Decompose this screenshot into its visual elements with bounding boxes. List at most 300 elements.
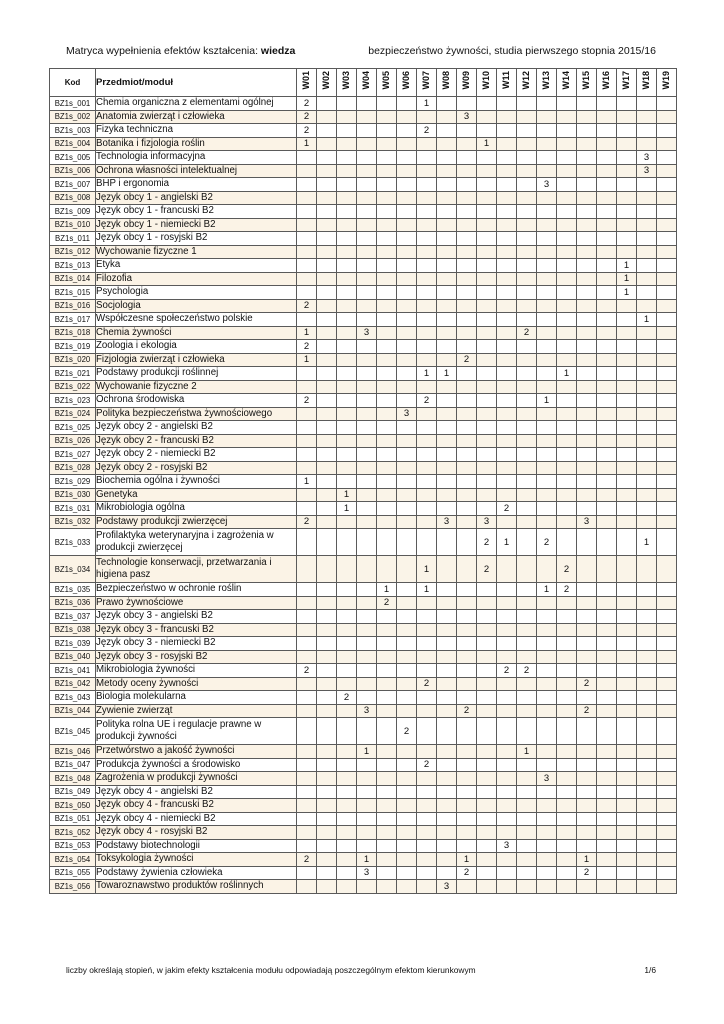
matrix-cell-w12	[517, 367, 537, 381]
matrix-cell-w02	[317, 191, 337, 205]
module-name: BHP i ergonomia	[96, 178, 297, 192]
matrix-cell-w17	[617, 637, 637, 651]
matrix-cell-w15	[577, 650, 597, 664]
matrix-cell-w14	[557, 461, 577, 475]
matrix-cell-w18	[637, 515, 657, 529]
matrix-cell-w02	[317, 205, 337, 219]
matrix-cell-w03	[337, 623, 357, 637]
matrix-cell-w19	[657, 718, 677, 745]
matrix-cell-w04	[357, 799, 377, 813]
matrix-cell-w18	[637, 394, 657, 408]
matrix-cell-w19	[657, 596, 677, 610]
matrix-cell-w11	[497, 704, 517, 718]
matrix-cell-w12	[517, 178, 537, 192]
matrix-cell-w19	[657, 421, 677, 435]
matrix-cell-w15	[577, 164, 597, 178]
matrix-cell-w05	[377, 853, 397, 867]
matrix-cell-w04: 3	[357, 866, 377, 880]
matrix-cell-w08	[437, 610, 457, 624]
matrix-cell-w10	[477, 461, 497, 475]
module-name: Psychologia	[96, 286, 297, 300]
matrix-cell-w07	[417, 718, 437, 745]
table-row	[50, 245, 677, 259]
matrix-cell-w17	[617, 380, 637, 394]
matrix-cell-w02	[317, 461, 337, 475]
matrix-cell-w09	[457, 664, 477, 678]
module-code: BZ1s_008	[50, 191, 96, 205]
module-name: Wychowanie fizyczne 1	[96, 245, 297, 259]
matrix-cell-w14	[557, 718, 577, 745]
matrix-cell-w12	[517, 259, 537, 273]
matrix-cell-w08	[437, 326, 457, 340]
matrix-cell-w02	[317, 556, 337, 583]
matrix-cell-w19	[657, 137, 677, 151]
module-code: BZ1s_043	[50, 691, 96, 705]
matrix-cell-w05	[377, 650, 397, 664]
matrix-cell-w11	[497, 772, 517, 786]
matrix-cell-w13	[537, 637, 557, 651]
matrix-cell-w08	[437, 866, 457, 880]
matrix-cell-w19	[657, 556, 677, 583]
matrix-cell-w14	[557, 448, 577, 462]
matrix-cell-w09	[457, 394, 477, 408]
matrix-cell-w04	[357, 380, 377, 394]
matrix-cell-w18	[637, 691, 657, 705]
matrix-cell-w17	[617, 218, 637, 232]
matrix-cell-w10	[477, 853, 497, 867]
matrix-cell-w16	[597, 218, 617, 232]
matrix-cell-w15	[577, 110, 597, 124]
matrix-cell-w10	[477, 380, 497, 394]
module-code: BZ1s_003	[50, 124, 96, 138]
matrix-cell-w11	[497, 394, 517, 408]
matrix-cell-w18	[637, 380, 657, 394]
matrix-cell-w01	[297, 461, 317, 475]
matrix-cell-w07	[417, 812, 437, 826]
matrix-cell-w08	[437, 259, 457, 273]
matrix-cell-w12	[517, 610, 537, 624]
matrix-cell-w04	[357, 218, 377, 232]
matrix-cell-w05	[377, 772, 397, 786]
module-name: Technologie konserwacji, przetwarzania i higiena pasz	[96, 556, 297, 583]
matrix-cell-w13	[537, 367, 557, 381]
matrix-cell-w04	[357, 839, 377, 853]
matrix-cell-w19	[657, 313, 677, 327]
module-name: Profilaktyka weterynaryjna i zagrożenia w produkcji zwierzęcej	[96, 529, 297, 556]
matrix-cell-w15	[577, 664, 597, 678]
table-row	[50, 151, 677, 165]
matrix-cell-w19	[657, 299, 677, 313]
matrix-cell-w07	[417, 502, 437, 516]
matrix-cell-w15	[577, 178, 597, 192]
column-header-label: W07	[421, 70, 431, 90]
module-code: BZ1s_051	[50, 812, 96, 826]
matrix-cell-w08	[437, 407, 457, 421]
matrix-cell-w09	[457, 461, 477, 475]
matrix-cell-w15	[577, 488, 597, 502]
matrix-cell-w12	[517, 461, 537, 475]
matrix-cell-w08	[437, 461, 457, 475]
matrix-cell-w02	[317, 421, 337, 435]
matrix-cell-w15	[577, 610, 597, 624]
matrix-cell-w12	[517, 286, 537, 300]
matrix-cell-w03	[337, 839, 357, 853]
matrix-cell-w13	[537, 448, 557, 462]
matrix-cell-w17	[617, 326, 637, 340]
matrix-cell-w03	[337, 596, 357, 610]
matrix-cell-w12	[517, 97, 537, 111]
matrix-cell-w12	[517, 475, 537, 489]
matrix-cell-w13	[537, 299, 557, 313]
matrix-cell-w06	[397, 367, 417, 381]
matrix-cell-w13	[537, 677, 557, 691]
matrix-cell-w04	[357, 367, 377, 381]
matrix-cell-w17	[617, 367, 637, 381]
matrix-cell-w02	[317, 353, 337, 367]
matrix-cell-w05	[377, 380, 397, 394]
matrix-cell-w06	[397, 299, 417, 313]
matrix-cell-w10	[477, 623, 497, 637]
matrix-cell-w05	[377, 785, 397, 799]
matrix-cell-w08	[437, 637, 457, 651]
module-name: Fizyka techniczna	[96, 124, 297, 138]
matrix-cell-w11	[497, 677, 517, 691]
matrix-cell-w07	[417, 745, 437, 759]
table-row	[50, 272, 677, 286]
matrix-cell-w06	[397, 772, 417, 786]
matrix-cell-w11	[497, 367, 517, 381]
matrix-cell-w14	[557, 664, 577, 678]
matrix-cell-w19	[657, 394, 677, 408]
matrix-cell-w16	[597, 353, 617, 367]
matrix-cell-w02	[317, 664, 337, 678]
module-name: Podstawy produkcji zwierzęcej	[96, 515, 297, 529]
matrix-cell-w11	[497, 475, 517, 489]
module-code: BZ1s_042	[50, 677, 96, 691]
matrix-cell-w13	[537, 151, 557, 165]
column-header-w19	[657, 69, 677, 97]
matrix-cell-w16	[597, 799, 617, 813]
matrix-cell-w14	[557, 299, 577, 313]
matrix-cell-w14	[557, 272, 577, 286]
module-code: BZ1s_035	[50, 583, 96, 597]
matrix-cell-w17	[617, 583, 637, 597]
matrix-cell-w10	[477, 164, 497, 178]
matrix-cell-w18	[637, 799, 657, 813]
matrix-cell-w01: 2	[297, 110, 317, 124]
matrix-cell-w17	[617, 353, 637, 367]
matrix-cell-w17	[617, 232, 637, 246]
matrix-cell-w10	[477, 596, 497, 610]
matrix-cell-w15	[577, 151, 597, 165]
matrix-cell-w18	[637, 124, 657, 138]
matrix-cell-w12	[517, 353, 537, 367]
matrix-cell-w07	[417, 205, 437, 219]
matrix-cell-w12	[517, 137, 537, 151]
matrix-cell-w01	[297, 448, 317, 462]
matrix-cell-w09	[457, 515, 477, 529]
matrix-cell-w03	[337, 866, 357, 880]
matrix-cell-w04	[357, 880, 377, 894]
matrix-cell-w10	[477, 340, 497, 354]
matrix-cell-w13: 1	[537, 394, 557, 408]
matrix-cell-w15	[577, 313, 597, 327]
matrix-cell-w11	[497, 866, 517, 880]
matrix-cell-w18	[637, 272, 657, 286]
module-code: BZ1s_038	[50, 623, 96, 637]
module-name: Mikrobiologia ogólna	[96, 502, 297, 516]
module-code: BZ1s_022	[50, 380, 96, 394]
matrix-cell-w08	[437, 299, 457, 313]
matrix-cell-w03	[337, 394, 357, 408]
matrix-cell-w08	[437, 772, 457, 786]
matrix-cell-w03	[337, 758, 357, 772]
matrix-cell-w11	[497, 286, 517, 300]
matrix-cell-w05	[377, 178, 397, 192]
table-row	[50, 785, 677, 799]
matrix-cell-w11	[497, 556, 517, 583]
matrix-cell-w10	[477, 205, 497, 219]
module-name: Chemia organiczna z elementami ogólnej	[96, 97, 297, 111]
matrix-cell-w15	[577, 839, 597, 853]
matrix-cell-w18	[637, 326, 657, 340]
matrix-cell-w15	[577, 529, 597, 556]
matrix-cell-w03	[337, 353, 357, 367]
matrix-cell-w05	[377, 124, 397, 138]
matrix-cell-w11	[497, 461, 517, 475]
matrix-cell-w15	[577, 772, 597, 786]
matrix-cell-w16	[597, 259, 617, 273]
column-header-label: W09	[461, 70, 471, 90]
matrix-cell-w07	[417, 596, 437, 610]
matrix-cell-w17	[617, 205, 637, 219]
column-header-w03	[337, 69, 357, 97]
matrix-cell-w12	[517, 394, 537, 408]
matrix-cell-w18	[637, 758, 657, 772]
matrix-cell-w19	[657, 178, 677, 192]
title-emphasis: wiedza	[260, 45, 296, 57]
column-header-w14	[557, 69, 577, 97]
table-row	[50, 178, 677, 192]
matrix-cell-w05	[377, 218, 397, 232]
matrix-cell-w14	[557, 178, 577, 192]
matrix-cell-w04: 1	[357, 745, 377, 759]
matrix-cell-w10	[477, 394, 497, 408]
matrix-cell-w08	[437, 718, 457, 745]
matrix-cell-w03	[337, 259, 357, 273]
matrix-cell-w14	[557, 232, 577, 246]
matrix-cell-w16	[597, 556, 617, 583]
matrix-cell-w13	[537, 421, 557, 435]
matrix-cell-w08	[437, 745, 457, 759]
matrix-cell-w17	[617, 839, 637, 853]
module-code: BZ1s_034	[50, 556, 96, 583]
matrix-cell-w03	[337, 367, 357, 381]
table-row	[50, 475, 677, 489]
matrix-cell-w10	[477, 353, 497, 367]
matrix-cell-w07: 2	[417, 124, 437, 138]
matrix-cell-w13	[537, 461, 557, 475]
matrix-cell-w09	[457, 880, 477, 894]
matrix-cell-w06	[397, 853, 417, 867]
matrix-cell-w18	[637, 137, 657, 151]
matrix-cell-w10	[477, 826, 497, 840]
matrix-cell-w11	[497, 691, 517, 705]
table-row	[50, 664, 677, 678]
matrix-cell-w15	[577, 259, 597, 273]
matrix-cell-w11	[497, 448, 517, 462]
matrix-cell-w02	[317, 380, 337, 394]
matrix-cell-w16	[597, 623, 617, 637]
matrix-cell-w13	[537, 799, 557, 813]
matrix-cell-w16	[597, 151, 617, 165]
table-body	[50, 97, 677, 894]
matrix-cell-w06	[397, 691, 417, 705]
matrix-cell-w17	[617, 407, 637, 421]
matrix-cell-w04: 3	[357, 704, 377, 718]
matrix-cell-w02	[317, 97, 337, 111]
module-code: BZ1s_039	[50, 637, 96, 651]
matrix-cell-w01	[297, 610, 317, 624]
module-code: BZ1s_045	[50, 718, 96, 745]
matrix-cell-w06	[397, 178, 417, 192]
matrix-cell-w19	[657, 286, 677, 300]
matrix-cell-w06	[397, 259, 417, 273]
matrix-cell-w03	[337, 313, 357, 327]
matrix-cell-w11	[497, 650, 517, 664]
matrix-cell-w19	[657, 380, 677, 394]
table-row	[50, 286, 677, 300]
table-row	[50, 340, 677, 354]
module-code: BZ1s_007	[50, 178, 96, 192]
column-header-label: W17	[621, 70, 631, 90]
module-code: BZ1s_030	[50, 488, 96, 502]
matrix-cell-w08: 3	[437, 880, 457, 894]
matrix-cell-w10: 3	[477, 515, 497, 529]
matrix-cell-w03	[337, 340, 357, 354]
module-name: Zagrożenia w produkcji żywności	[96, 772, 297, 786]
matrix-cell-w15	[577, 340, 597, 354]
matrix-cell-w18	[637, 623, 657, 637]
matrix-cell-w05	[377, 677, 397, 691]
matrix-cell-w04	[357, 556, 377, 583]
matrix-cell-w05	[377, 502, 397, 516]
module-name: Chemia żywności	[96, 326, 297, 340]
column-header-w06	[397, 69, 417, 97]
table-row	[50, 866, 677, 880]
matrix-cell-w03	[337, 380, 357, 394]
column-header-w16	[597, 69, 617, 97]
matrix-cell-w08	[437, 596, 457, 610]
matrix-cell-w04	[357, 151, 377, 165]
matrix-cell-w10	[477, 799, 497, 813]
matrix-cell-w10	[477, 245, 497, 259]
matrix-cell-w12	[517, 110, 537, 124]
matrix-cell-w16	[597, 434, 617, 448]
matrix-cell-w07	[417, 326, 437, 340]
matrix-cell-w16	[597, 97, 617, 111]
matrix-cell-w17	[617, 488, 637, 502]
module-code: BZ1s_033	[50, 529, 96, 556]
matrix-cell-w15	[577, 556, 597, 583]
matrix-cell-w02	[317, 475, 337, 489]
matrix-cell-w16	[597, 326, 617, 340]
matrix-cell-w11	[497, 151, 517, 165]
table-row	[50, 488, 677, 502]
matrix-cell-w11	[497, 137, 517, 151]
matrix-cell-w02	[317, 866, 337, 880]
matrix-cell-w19	[657, 502, 677, 516]
matrix-cell-w12	[517, 272, 537, 286]
matrix-cell-w13	[537, 326, 557, 340]
matrix-cell-w07: 2	[417, 677, 437, 691]
matrix-cell-w10	[477, 664, 497, 678]
matrix-cell-w06	[397, 610, 417, 624]
matrix-cell-w16	[597, 137, 617, 151]
matrix-cell-w12	[517, 637, 537, 651]
matrix-cell-w19	[657, 110, 677, 124]
matrix-cell-w15	[577, 758, 597, 772]
matrix-cell-w08	[437, 758, 457, 772]
matrix-cell-w07	[417, 272, 437, 286]
matrix-cell-w09	[457, 407, 477, 421]
matrix-cell-w16	[597, 583, 617, 597]
matrix-cell-w07	[417, 353, 437, 367]
table-row	[50, 326, 677, 340]
matrix-cell-w02	[317, 758, 337, 772]
matrix-cell-w10	[477, 650, 497, 664]
table-row	[50, 164, 677, 178]
module-name: Podstawy produkcji roślinnej	[96, 367, 297, 381]
matrix-cell-w10	[477, 313, 497, 327]
matrix-cell-w02	[317, 718, 337, 745]
matrix-cell-w08: 3	[437, 515, 457, 529]
table-row	[50, 772, 677, 786]
matrix-cell-w08	[437, 110, 457, 124]
matrix-cell-w02	[317, 596, 337, 610]
module-code: BZ1s_010	[50, 218, 96, 232]
matrix-cell-w06	[397, 205, 417, 219]
matrix-cell-w07	[417, 434, 437, 448]
matrix-cell-w04	[357, 340, 377, 354]
column-header-w13	[537, 69, 557, 97]
matrix-cell-w19	[657, 758, 677, 772]
matrix-cell-w09	[457, 610, 477, 624]
matrix-cell-w08	[437, 434, 457, 448]
matrix-cell-w03	[337, 191, 357, 205]
matrix-cell-w19	[657, 205, 677, 219]
matrix-cell-w18	[637, 664, 657, 678]
column-header-w10	[477, 69, 497, 97]
matrix-cell-w19	[657, 272, 677, 286]
matrix-cell-w04	[357, 448, 377, 462]
matrix-cell-w16	[597, 299, 617, 313]
matrix-cell-w16	[597, 367, 617, 381]
matrix-cell-w12	[517, 164, 537, 178]
matrix-cell-w13	[537, 164, 557, 178]
matrix-cell-w16	[597, 704, 617, 718]
module-name: Język obcy 3 - niemiecki B2	[96, 637, 297, 651]
matrix-cell-w12	[517, 421, 537, 435]
matrix-cell-w02	[317, 853, 337, 867]
matrix-cell-w15	[577, 326, 597, 340]
matrix-cell-w04	[357, 137, 377, 151]
matrix-cell-w06	[397, 812, 417, 826]
matrix-cell-w18	[637, 205, 657, 219]
matrix-cell-w01	[297, 488, 317, 502]
matrix-cell-w02	[317, 232, 337, 246]
matrix-cell-w14	[557, 245, 577, 259]
